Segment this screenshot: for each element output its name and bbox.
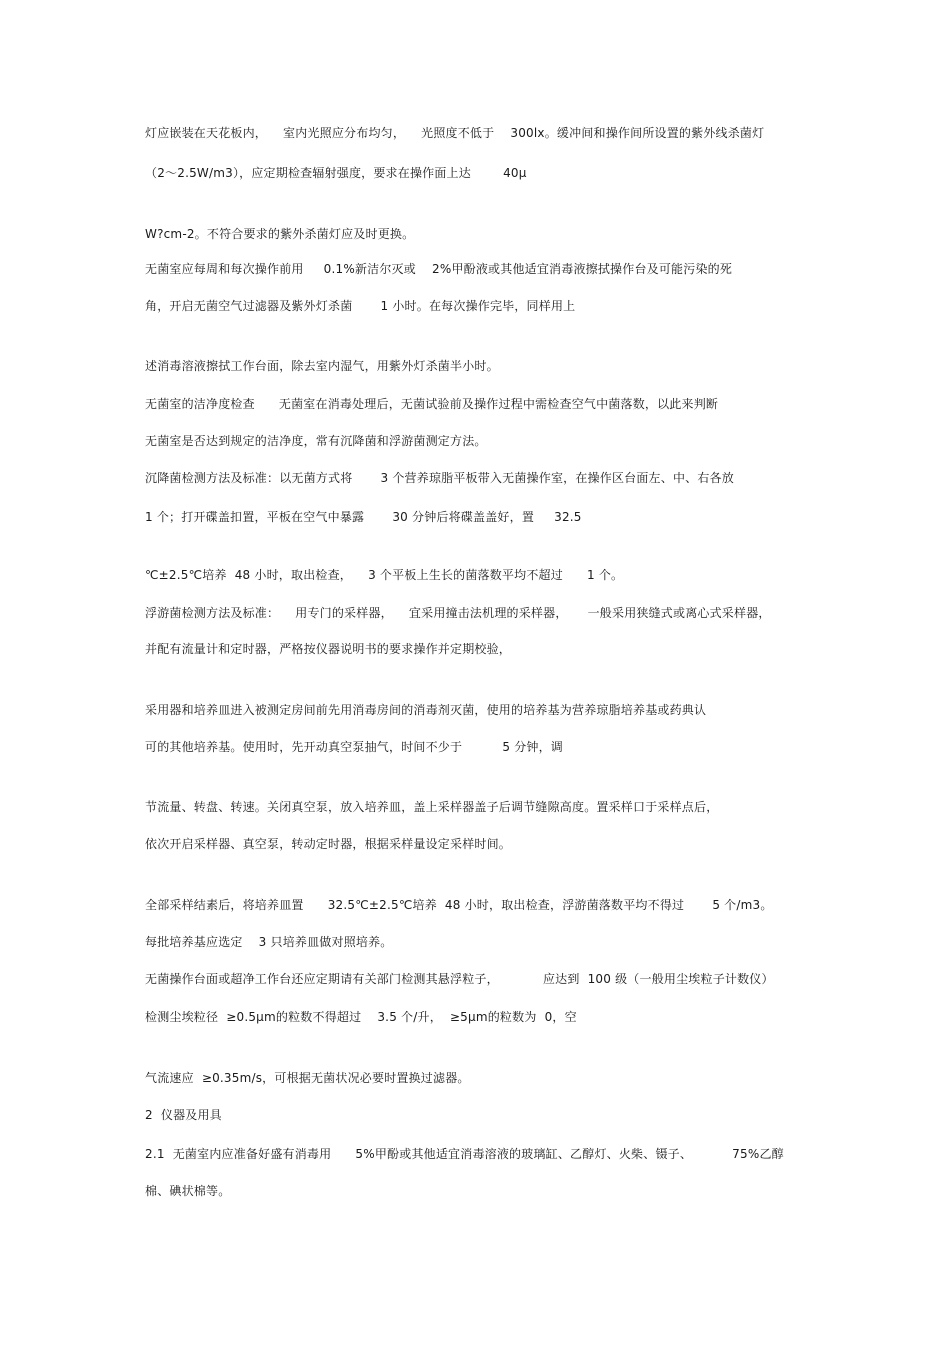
text-line: ℃±2.5℃培养 48 小时，取出检查， 3 个平板上生长的菌落数平均不超过 1 个。 <box>145 568 624 582</box>
text-line: （2～2.5W/m3），应定期检查辐射强度，要求在操作面上达 40μ <box>145 166 527 180</box>
text-line: 全部采样结素后，将培养皿置 32.5℃±2.5℃培养 48 小时，取出检查，浮游菌落数平均不得过 5 个/m3。 <box>145 898 773 912</box>
text-line: 气流速应 ≥0.35m/s，可根据无菌状况必要时置换过滤器。 <box>145 1071 470 1085</box>
text-line: 棉、碘状棉等。 <box>145 1184 231 1198</box>
text-line: 节流量、转盘、转速。关闭真空泵，放入培养皿，盖上采样器盖子后调节缝隙高度。置采样口于采样点后， <box>145 800 719 814</box>
text-line: 无菌室是否达到规定的洁净度，常有沉降菌和浮游菌测定方法。 <box>145 434 487 448</box>
text-line: 无菌操作台面或超净工作台还应定期请有关部门检测其悬浮粒子， 应达到 100 级（一般用尘埃粒子计数仪） <box>145 972 774 986</box>
text-line: 浮游菌检测方法及标准： 用专门的采样器， 宜采用撞击法机理的采样器， 一般采用狭缝式或离心式采样器， <box>145 606 771 620</box>
text-line: 采用器和培养皿进入被测定房间前先用消毒房间的消毒剂灭菌，使用的培养基为营养琼脂培养基或药典认 <box>145 703 707 717</box>
text-line: 可的其他培养基。使用时，先开动真空泵抽气，时间不少于 5 分钟，调 <box>145 740 563 754</box>
text-line: 并配有流量计和定时器，严格按仪器说明书的要求操作并定期校验， <box>145 642 512 656</box>
text-line: 2.1 无菌室内应准备好盛有消毒用 5%甲酚或其他适宜消毒溶液的玻璃缸、乙醇灯、火柴、镊子、 75%乙醇 <box>145 1147 784 1161</box>
text-line: 角，开启无菌空气过滤器及紫外灯杀菌 1 小时。在每次操作完毕，同样用上 <box>145 299 576 313</box>
text-line: 灯应嵌装在天花板内， 室内光照应分布均匀， 光照度不低于 300lx。缓冲间和操作间所设置的紫外线杀菌灯 <box>145 126 765 140</box>
text-line: 1 个；打开碟盖扣置，平板在空气中暴露 30 分钟后将碟盖盖好，置 32.5 <box>145 510 582 524</box>
text-line: 依次开启采样器、真空泵，转动定时器，根据采样量设定采样时间。 <box>145 837 512 851</box>
text-line: 每批培养基应选定 3 只培养皿做对照培养。 <box>145 935 393 949</box>
section-heading: 2 仪器及用具 <box>145 1108 222 1122</box>
text-line: 无菌室的洁净度检查 无菌室在消毒处理后，无菌试验前及操作过程中需检查空气中菌落数，以此来判断 <box>145 397 719 411</box>
text-line: W?cm-2。不符合要求的紫外杀菌灯应及时更换。 <box>145 227 415 241</box>
text-line: 检测尘埃粒径 ≥0.5μm的粒数不得超过 3.5 个/升， ≥5μm的粒数为 0，空 <box>145 1010 577 1024</box>
text-line: 述消毒溶液擦拭工作台面，除去室内湿气，用紫外灯杀菌半小时。 <box>145 359 499 373</box>
text-line: 无菌室应每周和每次操作前用 0.1%新洁尔灭或 2%甲酚液或其他适宜消毒液擦拭操作台及可能污染的死 <box>145 262 733 276</box>
text-line: 沉降菌检测方法及标准：以无菌方式将 3 个营养琼脂平板带入无菌操作室，在操作区台面左、中、右各放 <box>145 471 734 485</box>
